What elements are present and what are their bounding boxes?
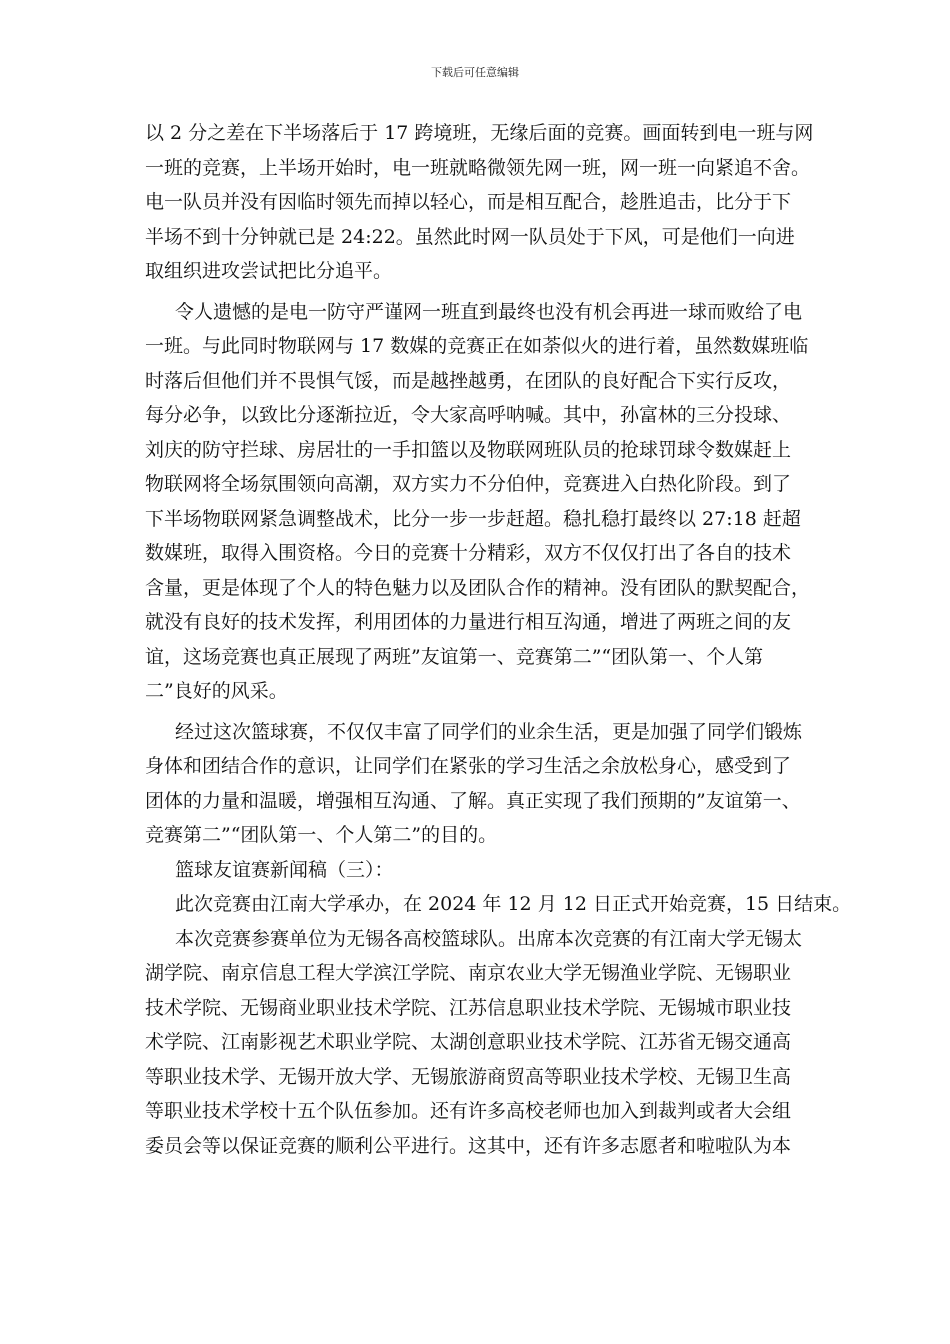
- text-line: 物联网将全场氛围领向高潮，双方实力不分伯仲，竞赛进入白热化阶段。到了: [145, 473, 792, 495]
- text-line: 电一队员并没有因临时领先而掉以轻心，而是相互配合，趁胜追击，比分于下: [145, 191, 792, 213]
- paragraph: [145, 853, 825, 888]
- text-line: 篮球友谊赛新闻稿（三）：: [175, 858, 394, 881]
- text-line: 以 2 分之差在下半场落后于 17 跨境班，无缘后面的竞赛。画面转到电一班与网: [145, 122, 814, 144]
- text-line: 竞赛第二”“团队第一、个人第二”的目的。: [145, 824, 498, 846]
- page-header: 下载后可任意编辑: [431, 66, 519, 79]
- text-line: 本次竞赛参赛单位为无锡各高校篮球队。出席本次竞赛的有江南大学无锡太: [175, 927, 803, 950]
- text-line: 时落后但他们并不畏惧气馁，而是越挫越勇，在团队的良好配合下实行反攻，: [145, 369, 792, 392]
- text-line: 令人遗憾的是电一防守严谨网一班直到最终也没有机会再进一球而败给了电: [175, 300, 803, 323]
- paragraph: [145, 922, 825, 1164]
- text-line: 数媒班，取得入围资格。今日的竞赛十分精彩，双方不仅仅打出了各自的技术: [145, 542, 792, 564]
- text-line: 一班的竞赛，上半场开始时，电一班就略微领先网一班，网一班一向紧追不舍。: [145, 156, 811, 179]
- text-line: 半场不到十分钟就已是 24:22。虽然此时网一队员处于下风，可是他们一向进: [145, 225, 795, 248]
- text-line: 每分必争，以致比分逐渐拉近，令大家高呼呐喊。其中，孙富林的三分投球、: [145, 404, 792, 426]
- paragraph: [145, 887, 852, 922]
- text-line: 等职业技术学、无锡开放大学、无锡旅游商贸高等职业技术学校、无锡卫生高: [145, 1065, 792, 1088]
- text-line: 谊，这场竞赛也真正展现了两班”友谊第一、竞赛第二”“团队第一、个人第: [145, 645, 764, 668]
- text-line: 湖学院、南京信息工程大学滨江学院、南京农业大学无锡渔业学院、无锡职业: [145, 962, 792, 984]
- text-line: 二”良好的风采。: [145, 680, 288, 702]
- text-line: 一班。与此同时物联网与 17 数媒的竞赛正在如荼似火的进行着，虽然数媒班临: [145, 335, 809, 357]
- text-line: 技术学院、无锡商业职业技术学院、江苏信息职业技术学院、无锡城市职业技: [145, 996, 792, 1019]
- text-line: 刘庆的防守拦球、房居壮的一手扣篮以及物联网班队员的抢球罚球令数媒赶上: [145, 438, 792, 461]
- paragraph: [145, 715, 825, 853]
- paragraph: [145, 116, 825, 289]
- text-line: 此次竞赛由江南大学承办，在 2024 年 12 月 12 日正式开始竞赛，15 日结束。: [175, 893, 852, 915]
- document-body: [145, 116, 852, 1163]
- text-line: 含量，更是体现了个人的特色魅力以及团队合作的精神。没有团队的默契配合，: [145, 576, 811, 599]
- text-line: 就没有良好的技术发挥，利用团体的力量进行相互沟通，增进了两班之间的友: [145, 611, 792, 633]
- text-line: 团体的力量和温暖，增强相互沟通、了解。真正实现了我们预期的”友谊第一、: [145, 789, 801, 812]
- text-line: 经过这次篮球赛，不仅仅丰富了同学们的业余生活，更是加强了同学们锻炼: [175, 720, 803, 743]
- text-line: 下半场物联网紧急调整战术，比分一步一步赶超。稳扎稳打最终以 27:18 赶超: [145, 507, 801, 530]
- text-line: 取组织进攻尝试把比分追平。: [145, 260, 393, 282]
- text-line: 等职业技术学校十五个队伍参加。还有许多高校老师也加入到裁判或者大会组: [145, 1100, 792, 1122]
- text-line: 委员会等以保证竞赛的顺利公平进行。这其中，还有许多志愿者和啦啦队为本: [145, 1134, 792, 1157]
- text-line: 身体和团结合作的意识，让同学们在紧张的学习生活之余放松身心，感受到了: [145, 755, 792, 777]
- paragraph: [145, 295, 825, 709]
- text-line: 术学院、江南影视艺术职业学院、太湖创意职业技术学院、江苏省无锡交通高: [145, 1031, 792, 1053]
